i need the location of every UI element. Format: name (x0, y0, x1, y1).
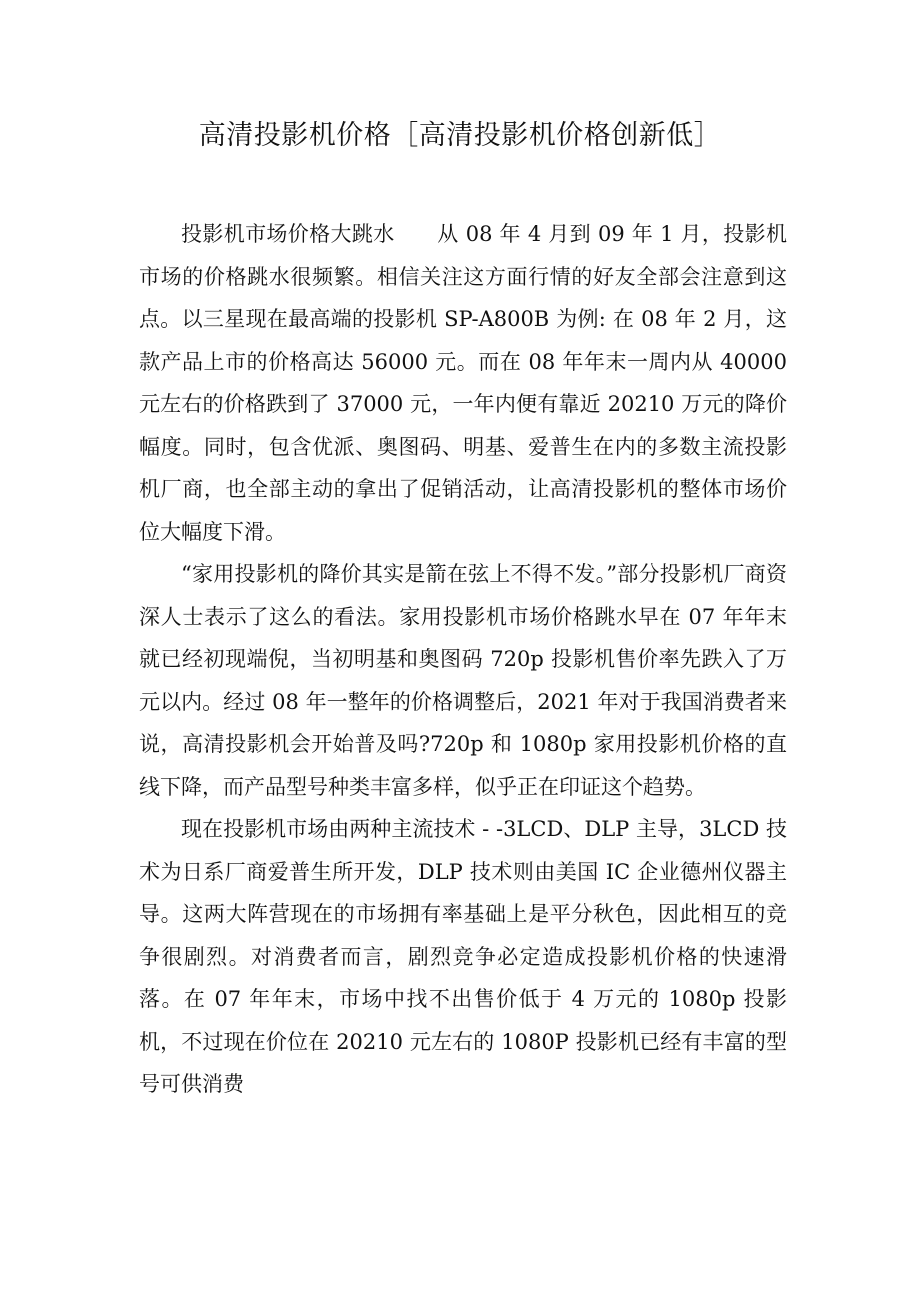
paragraph-technology: 现在投影机市场由两种主流技术 - -3LCD、DLP 主导，3LCD 技术为日系厂商爱普生所开发，DLP 技术则由美国 IC 企业德州仪器主导。这两大阵营现在的市场拥有率基础上是平分秋色，因此相互的竞争很剧烈。对消费者而言，剧烈竞争必定造成投影机价格的快速滑落。在 07 年年末，市场中找不出售价低于 4 万元的 1080p 投影机，不过现在价位在 20210 元左右的 1080P 投影机已经有丰富的型号可供消费 (139, 817, 787, 1096)
document-body (139, 213, 787, 1106)
paragraph-home-projector: “家用投影机的降价其实是箭在弦上不得不发。”部分投影机厂商资深人士表示了这么的看法。家用投影机市场价格跳水早在 07 年年末就已经初现端倪，当初明基和奥图码 720p 投影机售价率先跌入了万元以内。经过 08 年一整年的价格调整后，2021 年对于我国消费者来说，高清投影机会开始普及吗?720p 和 1080p 家用投影机价格的直线下降，而产品型号种类丰富多样，似乎正在印证这个趋势。 (139, 562, 787, 799)
document-title: 高清投影机价格［高清投影机价格创新低］ (198, 120, 722, 151)
paragraph-price-drop: 投影机市场价格大跳水 从 08 年 4 月到 09 年 1 月，投影机市场的价格跳水很频繁。相信关注这方面行情的好友全部会注意到这点。以三星现在最高端的投影机 SP-A800B 为例: 在 08 年 2 月，这款产品上市的价格高达 56000 元。而在 08 年年末一周内从 40000 元左右的价格跌到了 37000 元，一年内便有靠近 20210 万元的降价幅度。同时，包含优派、奥图码、明基、爱普生在内的多数主流投影机厂商，也全部主动的拿出了促销活动，让高清投影机的整体市场价位大幅度下滑。 (139, 222, 787, 544)
